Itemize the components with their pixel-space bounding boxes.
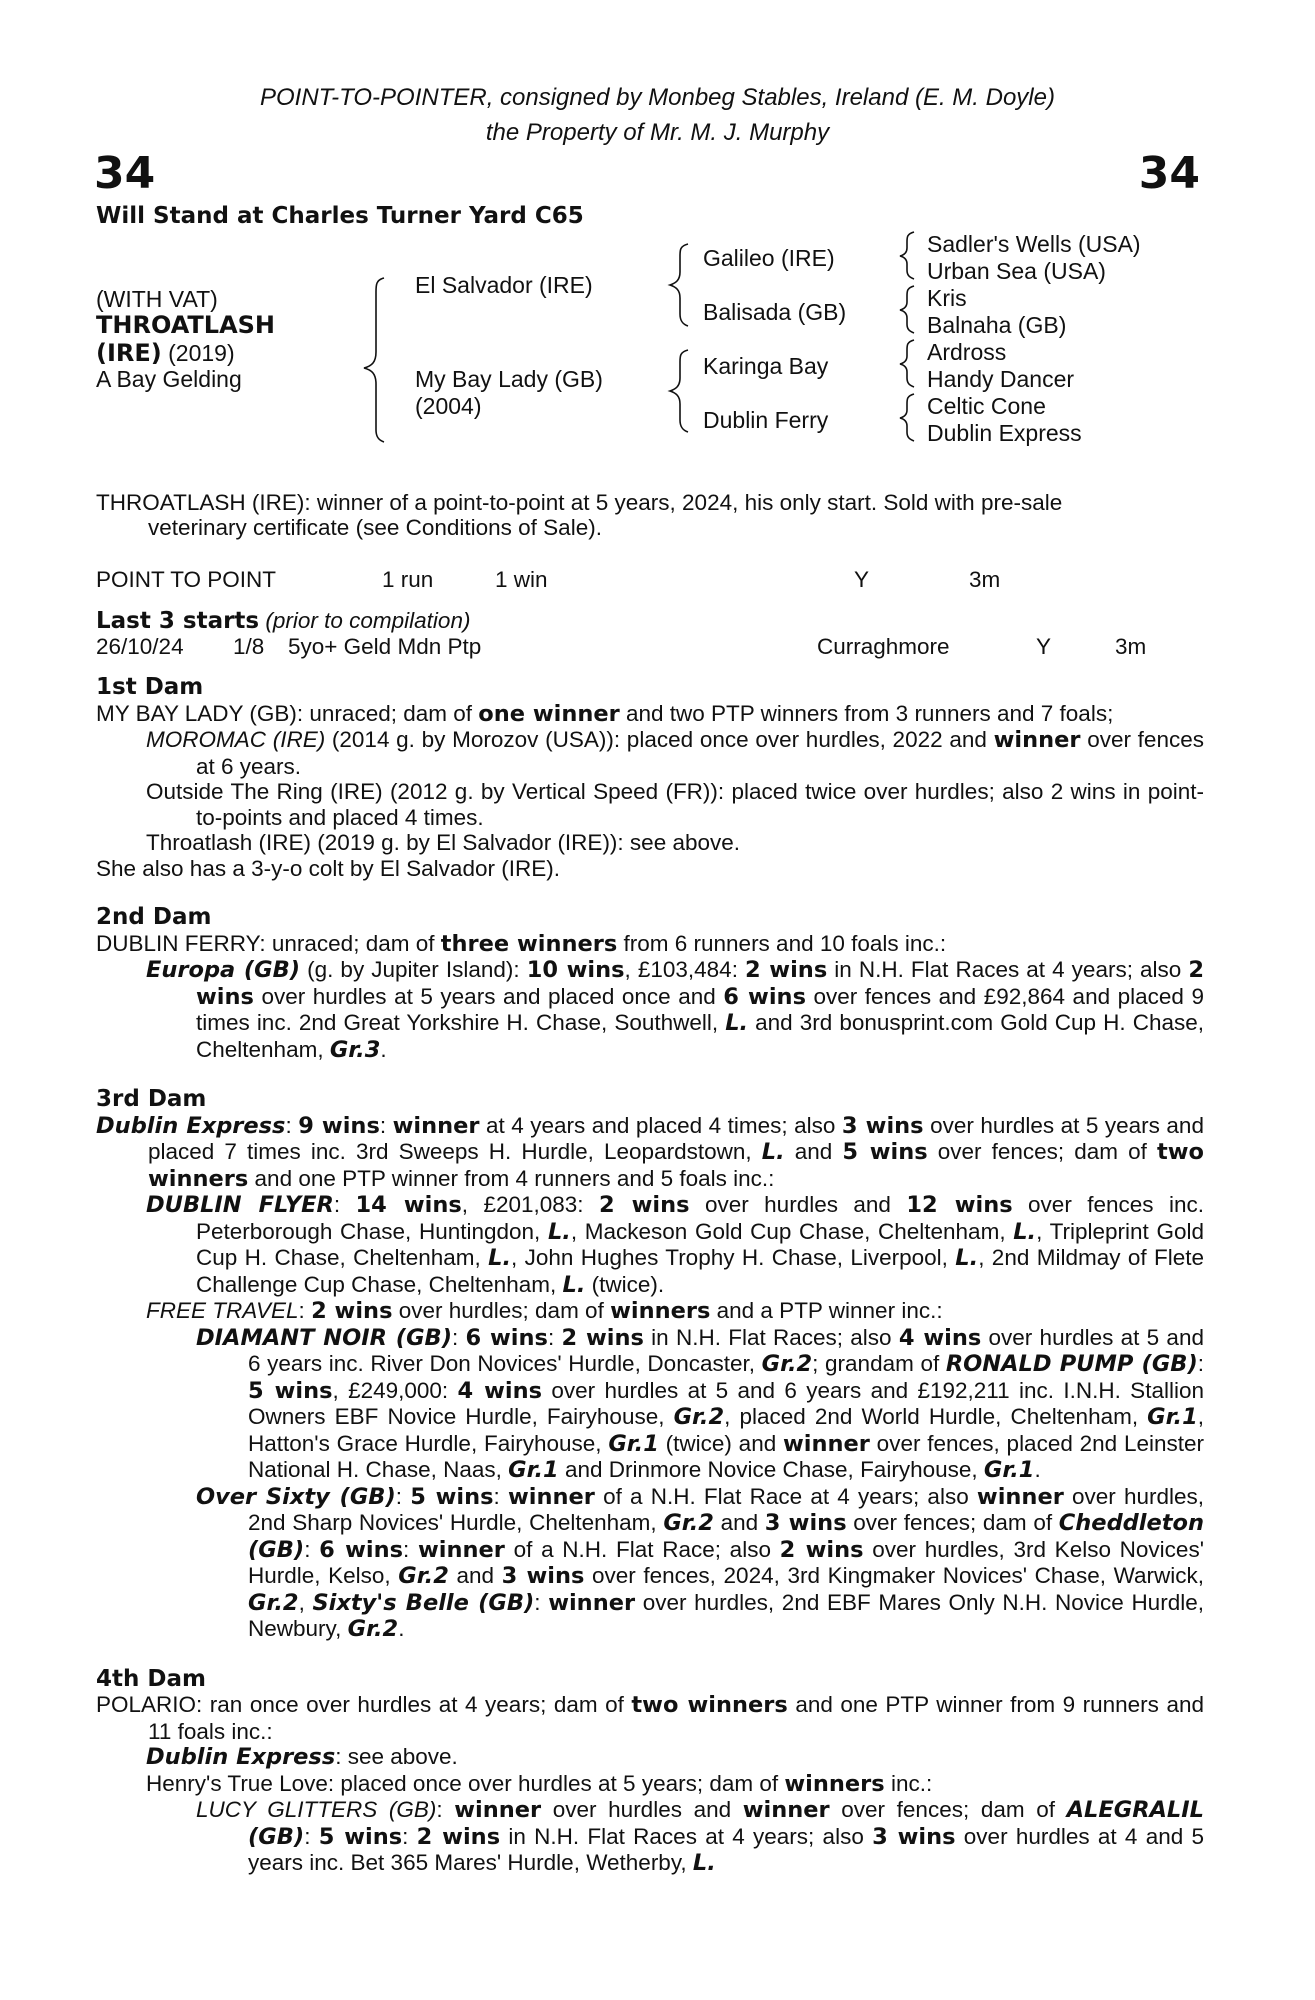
brace-dam: [670, 350, 688, 432]
gen4-2: Urban Sea (USA): [927, 258, 1106, 284]
text-run: DUBLIN FERRY: unraced; dam of: [96, 930, 441, 956]
text-run: ,: [298, 1589, 313, 1615]
text-run: 10 wins: [526, 957, 625, 983]
property-line: the Property of Mr. M. J. Murphy: [485, 119, 830, 146]
dam1-produce-3: Throatlash (IRE) (2019 g. by El Salvador (IRE)): see above.: [146, 830, 741, 855]
text-run: Dublin Express: [146, 1744, 336, 1770]
summary-line-1: THROATLASH (IRE): winner of a point-to-point at 5 years, 2024, his only start. Sold with pre-sale: [96, 490, 1063, 515]
text-run: winner: [742, 1797, 830, 1823]
text-run: from 6 runners and 10 foals inc.:: [617, 930, 947, 956]
start-distance: 3m: [1115, 634, 1147, 659]
text-run: :: [493, 1483, 508, 1509]
text-run: :: [436, 1797, 455, 1822]
text-run: three winners: [440, 930, 618, 957]
gen4-4: Balnaha (GB): [927, 312, 1067, 338]
text-run: over hurdles; dam of: [392, 1298, 611, 1323]
dam-name: My Bay Lady (GB): [415, 366, 603, 392]
text-run: 3 wins: [841, 1112, 924, 1139]
text-run: Europa (GB): [146, 957, 301, 983]
text-run: in N.H. Flat Races at 4 years; also: [500, 1823, 873, 1849]
dam2-title: 2nd Dam: [96, 904, 212, 930]
text-run: Over Sixty (GB): [196, 1483, 396, 1510]
dam1-note: She also has a 3-y-o colt by El Salvador (IRE).: [96, 855, 560, 881]
text-run: :: [451, 1324, 466, 1350]
text-run: Gr.1: [1147, 1404, 1198, 1430]
text-run: POLARIO: ran once over hurdles at 4 years; dam of: [96, 1692, 632, 1717]
dam1-produce-2: Outside The Ring (IRE) (2012 g. by Vertical Speed (FR)): placed twice over hurdles; also 2 wins in point-to-points and placed 4 times.: [146, 779, 1204, 830]
text-run: (twice).: [585, 1271, 665, 1297]
text-run: and: [448, 1563, 502, 1588]
text-run: and a PTP winner inc.:: [710, 1298, 943, 1323]
text-run: over fences; dam of: [846, 1510, 1059, 1535]
text-run: over fences and £92,864 and placed 9 times inc. 2nd Great Yorkshire H. Chase, Southwell,: [196, 983, 1204, 1035]
summary-line-2: veterinary certificate (see Conditions of Sale).: [148, 515, 602, 540]
text-run: over hurdles at 5 years and placed 7 times inc. 3rd Sweeps H. Hurdle, Leopardstown,: [148, 1112, 1204, 1164]
text-run: 2 wins: [598, 1192, 690, 1218]
text-run: and 3rd bonusprint.com Gold Cup H. Chase, Cheltenham,: [196, 1010, 1204, 1062]
text-run: MOROMAC (IRE): [146, 727, 326, 752]
text-run: 5 wins: [318, 1823, 403, 1850]
dam4-grand-lucy-glitters: [96, 1797, 1204, 1877]
dam3-grand-diamant-noir: [96, 1325, 1204, 1484]
sire-name: El Salvador (IRE): [415, 272, 593, 298]
text-run: L.: [692, 1850, 716, 1876]
text-run: L.: [725, 1010, 749, 1036]
text-run: over hurdles, 2nd EBF Mares Only N.H. Novice Hurdle, Newbury,: [248, 1589, 1204, 1641]
dam4-intro: [96, 1692, 1204, 1744]
text-run: , £201,083:: [461, 1192, 599, 1217]
text-run: 3 wins: [872, 1823, 956, 1850]
last-starts-heading: [96, 608, 470, 634]
text-run: winners: [610, 1298, 711, 1324]
text-run: LUCY GLITTERS (GB): [196, 1797, 437, 1822]
text-run: L.: [562, 1271, 586, 1298]
text-run: inc.:: [884, 1770, 933, 1796]
text-run: over hurdles at 5 years and placed once and: [253, 983, 724, 1009]
text-run: L.: [547, 1218, 571, 1245]
text-run: winner: [392, 1112, 480, 1139]
text-run: :: [403, 1536, 418, 1562]
text-run: over hurdles, 2nd Sharp Novices' Hurdle, Cheltenham,: [248, 1483, 1205, 1535]
text-run: one winner: [478, 700, 620, 727]
text-run: 5 wins: [248, 1377, 333, 1404]
text-run: Gr.1: [983, 1457, 1035, 1483]
text-run: :: [298, 1298, 312, 1323]
text-run: Dublin Express: [96, 1112, 286, 1139]
text-run: over fences; dam of: [927, 1139, 1158, 1164]
lot-number-left: 34: [94, 148, 156, 199]
dam3-title: 3rd Dam: [96, 1086, 207, 1112]
text-run: 12 wins: [906, 1192, 1013, 1218]
text-run: DUBLIN FLYER: [146, 1192, 334, 1218]
text-run: and: [713, 1510, 765, 1535]
text-run: winner: [976, 1483, 1064, 1510]
text-run: (twice) and: [658, 1430, 783, 1456]
text-run: L.: [1013, 1218, 1037, 1245]
text-run: 2 wins: [196, 957, 1204, 1010]
text-run: Sixty's Belle (GB): [312, 1589, 535, 1616]
dam3-grand-over-sixty: [96, 1484, 1204, 1643]
horse-description: A Bay Gelding: [96, 366, 242, 392]
dam4-title: 4th Dam: [96, 1665, 206, 1692]
text-run: Last 3 starts: [96, 608, 260, 634]
text-run: :: [379, 1112, 393, 1138]
text-run: , £249,000:: [332, 1377, 458, 1403]
text-run: over fences at 6 years.: [196, 727, 1204, 779]
horse-name: THROATLASH: [96, 311, 276, 339]
text-run: winner: [417, 1536, 505, 1563]
text-run: over hurdles and: [689, 1192, 907, 1217]
dam2-produce-europa: [96, 957, 1204, 1063]
text-run: 2 wins: [745, 957, 828, 983]
dam-year: (2004): [415, 393, 482, 419]
brace-sire: [670, 244, 688, 326]
gen4-1: Sadler's Wells (USA): [927, 231, 1141, 257]
text-run: 9 wins: [298, 1112, 380, 1139]
horse-year: (2019): [161, 340, 235, 366]
text-run: Gr.2: [673, 1404, 725, 1430]
text-run: , placed 2nd World Hurdle, Cheltenham,: [724, 1404, 1148, 1429]
text-run: (prior to compilation): [259, 608, 471, 633]
gen4-3: Kris: [927, 285, 967, 311]
start-going: Y: [1036, 634, 1052, 659]
text-run: , Mackeson Gold Cup Chase, Cheltenham,: [570, 1218, 1014, 1244]
text-run: over hurdles and: [541, 1797, 743, 1822]
text-run: , Hatton's Grace Hurdle, Fairyhouse,: [248, 1404, 1204, 1456]
text-run: Gr.2: [248, 1589, 299, 1616]
pedigree-braces: [0, 0, 1315, 460]
gen4-5: Ardross: [927, 339, 1007, 365]
text-run: 6 wins: [319, 1536, 404, 1563]
gen3-4: Dublin Ferry: [703, 407, 829, 433]
text-run: RONALD PUMP (GB): [945, 1351, 1198, 1377]
text-run: , 2nd Mildmay of Flete Challenge Cup Chase, Cheltenham,: [196, 1245, 1204, 1297]
text-run: in N.H. Flat Races at 4 years; also: [827, 957, 1189, 982]
brace-karinga: [900, 340, 914, 387]
text-run: Gr.1: [608, 1430, 659, 1457]
text-run: ; grandam of: [812, 1351, 946, 1376]
text-run: DIAMANT NOIR (GB): [196, 1324, 452, 1351]
text-run: Gr.2: [347, 1616, 399, 1642]
consignor-line: POINT-TO-POINTER, consigned by Monbeg Stables, Ireland (E. M. Doyle): [260, 84, 1055, 111]
text-run: over hurdles, 3rd Kelso Novices' Hurdle, Kelso,: [248, 1536, 1204, 1588]
gen3-1: Galileo (IRE): [703, 245, 835, 271]
text-run: (g. by Jupiter Island):: [300, 957, 527, 982]
text-run: and one PTP winner from 4 runners and 5 foals inc.:: [248, 1165, 775, 1191]
start-date: 26/10/24: [96, 634, 184, 659]
text-run: :: [534, 1589, 549, 1615]
text-run: :: [285, 1112, 299, 1138]
text-run: Gr.2: [398, 1563, 449, 1589]
text-run: , £103,484:: [624, 957, 746, 982]
text-run: Gr.2: [761, 1351, 813, 1377]
dam-sections: [96, 675, 1204, 1877]
brace-main: [364, 278, 384, 442]
text-run: 2 wins: [416, 1823, 501, 1850]
record-going: Y: [854, 567, 870, 592]
record-runs: 1 run: [382, 567, 434, 592]
text-run: over fences, placed 2nd Leinster National H. Chase, Naas,: [248, 1430, 1204, 1482]
text-run: of a N.H. Flat Race at 4 years; also: [594, 1483, 977, 1509]
start-course: Curraghmore: [817, 634, 950, 659]
record-label: POINT TO POINT: [96, 567, 277, 592]
text-run: 2 wins: [561, 1324, 644, 1351]
text-run: 6 wins: [723, 983, 806, 1010]
record-wins: 1 win: [495, 567, 548, 592]
dam1-intro: [96, 701, 1204, 728]
text-run: , John Hughes Trophy H. Chase, Liverpool,: [511, 1245, 956, 1270]
text-run: 4 wins: [898, 1324, 982, 1351]
text-run: at 4 years and placed 4 times; also: [479, 1112, 842, 1138]
text-run: 14 wins: [355, 1192, 462, 1218]
text-run: two winners: [148, 1139, 1205, 1192]
dam3-produce-dublin-flyer: [96, 1192, 1204, 1298]
text-run: Gr.2: [663, 1510, 714, 1536]
text-run: and one PTP winner from 9 runners and 11 foals inc.:: [148, 1692, 1204, 1744]
text-run: over fences, 2024, 3rd Kingmaker Novices' Chase, Warwick,: [584, 1563, 1204, 1588]
text-run: of a N.H. Flat Race; also: [504, 1536, 780, 1562]
dam3-produce-free-travel: [96, 1298, 1204, 1325]
text-run: winner: [993, 727, 1081, 753]
text-run: 3 wins: [764, 1510, 847, 1536]
gen4-8: Dublin Express: [927, 420, 1082, 446]
text-run: .: [380, 1036, 387, 1062]
text-run: L.: [761, 1139, 785, 1165]
text-run: over fences inc. Peterborough Chase, Huntingdon,: [196, 1192, 1204, 1244]
dam3-intro: [96, 1113, 1204, 1193]
text-run: :: [395, 1483, 411, 1509]
text-run: winners: [784, 1770, 885, 1797]
text-run: winner: [454, 1797, 542, 1823]
dam1-title: 1st Dam: [96, 674, 204, 700]
text-run: (2014 g. by Morozov (USA)): placed once over hurdles, 2022 and: [325, 727, 994, 752]
text-run: Cheddleton (GB): [248, 1510, 1204, 1563]
text-run: over fences; dam of: [829, 1797, 1067, 1822]
text-run: and Drinmore Novice Chase, Fairyhouse,: [558, 1457, 984, 1482]
dam4-produce-henrys-true-love: [96, 1771, 1204, 1798]
text-run: MY BAY LADY (GB): unraced; dam of: [96, 700, 479, 726]
vat-label: (WITH VAT): [96, 286, 218, 312]
text-run: :: [547, 1324, 562, 1350]
text-run: two winners: [631, 1692, 788, 1718]
stand-location: Will Stand at Charles Turner Yard C65: [96, 203, 584, 229]
horse-country: (IRE): [96, 339, 162, 367]
text-run: 4 wins: [457, 1377, 542, 1404]
text-run: Gr.1: [508, 1457, 559, 1483]
text-run: 2 wins: [779, 1536, 864, 1563]
text-run: over hurdles at 5 and 6 years and £192,211 inc. I.N.H. Stallion Owners EBF Novice Hurdle, Fairyhouse,: [248, 1377, 1204, 1429]
text-run: and: [784, 1139, 843, 1164]
text-run: 6 wins: [465, 1324, 548, 1351]
text-run: winner: [783, 1430, 870, 1457]
text-run: L.: [488, 1245, 511, 1271]
lot-number-right: 34: [1138, 148, 1200, 199]
text-run: 5 wins: [842, 1139, 928, 1165]
text-run: Gr.3: [329, 1036, 381, 1063]
text-run: : see above.: [335, 1744, 458, 1769]
text-run: FREE TRAVEL: [146, 1298, 299, 1323]
gen3-3: Karinga Bay: [703, 353, 829, 379]
brace-balisada: [900, 286, 914, 333]
brace-dublin-ferry: [900, 394, 914, 441]
text-run: over hurdles at 4 and 5 years inc. Bet 365 Mares' Hurdle, Wetherby,: [248, 1823, 1205, 1875]
start-race: 5yo+ Geld Mdn Ptp: [288, 634, 482, 659]
text-run: , Tripleprint Gold Cup H. Chase, Cheltenham,: [196, 1218, 1204, 1270]
text-run: 3 wins: [501, 1563, 585, 1589]
text-run: 5 wins: [410, 1483, 494, 1510]
text-run: :: [304, 1823, 319, 1849]
dam1-produce-1: [96, 727, 1204, 779]
gen3-2: Balisada (GB): [703, 299, 847, 325]
start-position: 1/8: [233, 634, 265, 659]
text-run: winner: [548, 1589, 636, 1616]
text-run: 2 wins: [311, 1298, 393, 1324]
brace-galileo: [900, 232, 914, 279]
text-run: Henry's True Love: placed once over hurdles at 5 years; dam of: [146, 1770, 785, 1796]
text-run: L.: [955, 1245, 979, 1271]
text-run: over hurdles at 5 and 6 years inc. River Don Novices' Hurdle, Doncaster,: [248, 1324, 1204, 1376]
text-run: .: [1034, 1457, 1041, 1482]
text-run: .: [398, 1616, 405, 1641]
record-distance: 3m: [969, 567, 1001, 592]
text-run: and two PTP winners from 3 runners and 7 foals;: [619, 700, 1114, 726]
gen4-7: Celtic Cone: [927, 393, 1046, 419]
text-run: winner: [507, 1483, 595, 1510]
text-run: in N.H. Flat Races; also: [643, 1324, 899, 1350]
text-run: :: [1197, 1351, 1205, 1376]
text-run: :: [304, 1536, 320, 1562]
dam2-intro: [96, 931, 1204, 958]
text-run: :: [402, 1823, 417, 1849]
gen4-6: Handy Dancer: [927, 366, 1075, 392]
text-run: :: [333, 1192, 356, 1217]
text-run: ALEGRALIL (GB): [248, 1797, 1204, 1850]
dam4-produce-dublin-express: [96, 1744, 1204, 1771]
